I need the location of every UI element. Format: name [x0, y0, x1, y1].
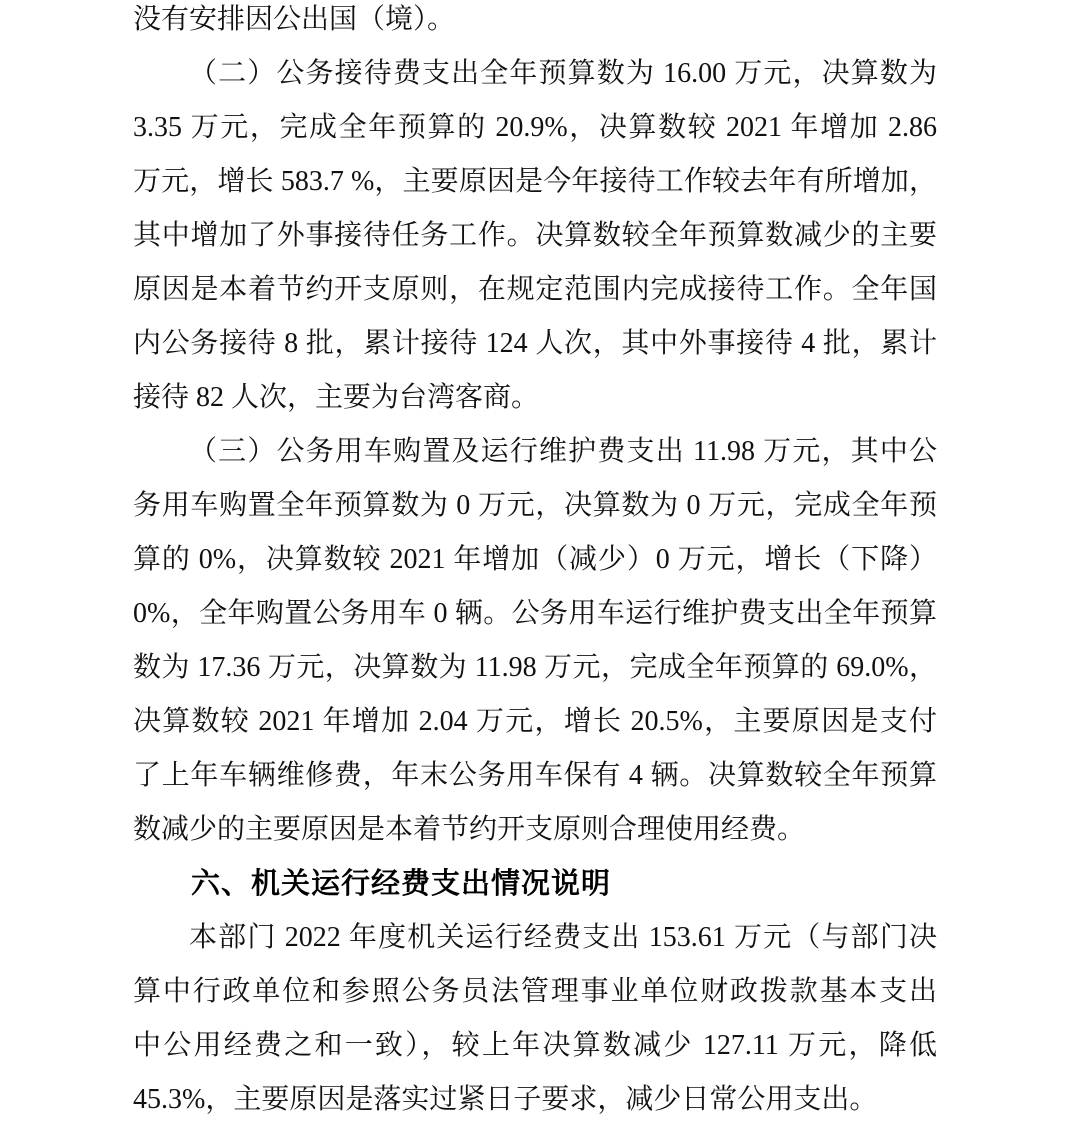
text-line: 务用车购置全年预算数为 0 万元，决算数为 0 万元，完成全年预	[133, 490, 937, 521]
text-line: 算的 0%，决算数较 2021 年增加（减少）0 万元，增长（下降）	[133, 544, 937, 575]
document-content	[133, 0, 937, 1127]
text-line: （三）公务用车购置及运行维护费支出 11.98 万元，其中公	[189, 436, 937, 467]
text-line: 万元，增长 583.7 %，主要原因是今年接待工作较去年有所增加，	[133, 166, 937, 197]
text-line: 本部门 2022 年度机关运行经费支出 153.61 万元（与部门决	[189, 922, 937, 953]
text-line: 0%，全年购置公务用车 0 辆。公务用车运行维护费支出全年预算	[133, 598, 937, 629]
text-line: 数为 17.36 万元，决算数为 11.98 万元，完成全年预算的 69.0%，	[133, 652, 937, 683]
text-line: 45.3%，主要原因是落实过紧日子要求，减少日常公用支出。	[133, 1084, 878, 1115]
text-line: 接待 82 人次，主要为台湾客商。	[133, 382, 540, 413]
section-heading: 六、机关运行经费支出情况说明	[191, 868, 612, 900]
text-line: （二）公务接待费支出全年预算数为 16.00 万元，决算数为	[189, 58, 937, 89]
text-line: 原因是本着节约开支原则，在规定范围内完成接待工作。全年国	[133, 274, 937, 305]
text-line: 数减少的主要原因是本着节约开支原则合理使用经费。	[133, 814, 806, 845]
text-line: 没有安排因公出国（境）。	[133, 4, 456, 35]
text-line: 其中增加了外事接待任务工作。决算数较全年预算数减少的主要	[133, 220, 937, 251]
text-line: 决算数较 2021 年增加 2.04 万元，增长 20.5%，主要原因是支付	[133, 706, 937, 737]
text-line: 算中行政单位和参照公务员法管理事业单位财政拨款基本支出	[133, 976, 937, 1007]
text-line: 中公用经费之和一致），较上年决算数减少 127.11 万元，降低	[133, 1030, 937, 1061]
text-line: 3.35 万元，完成全年预算的 20.9%，决算数较 2021 年增加 2.86	[133, 112, 937, 143]
text-line: 内公务接待 8 批，累计接待 124 人次，其中外事接待 4 批，累计	[133, 328, 937, 359]
text-line: 了上年车辆维修费，年末公务用车保有 4 辆。决算数较全年预算	[133, 760, 937, 791]
